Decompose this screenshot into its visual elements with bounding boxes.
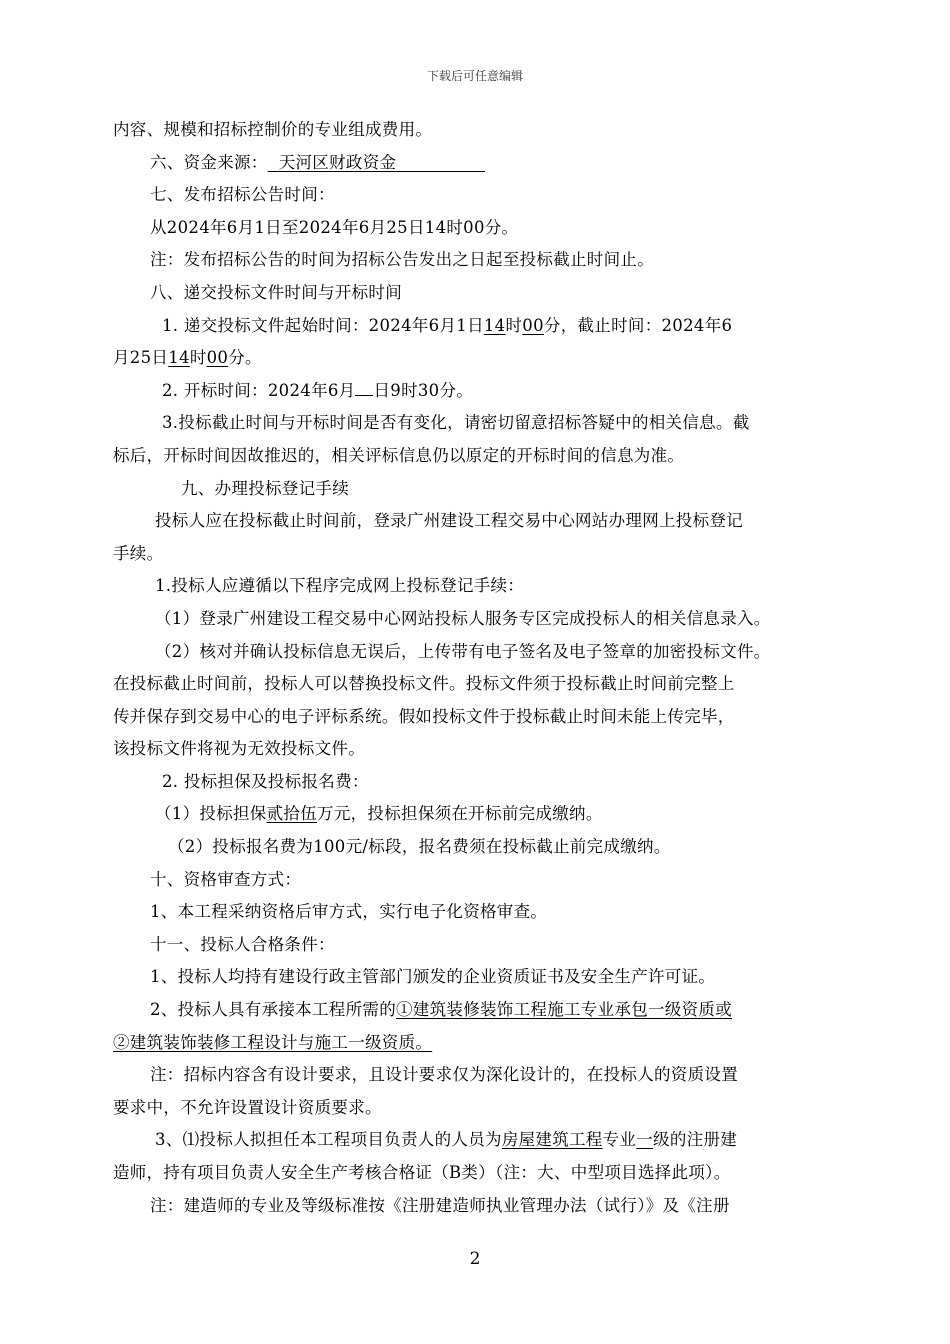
text-line: 要求中，不允许设置设计资质要求。 <box>113 1097 382 1117</box>
note-line: 注：发布招标公告的时间为招标公告发出之日起至投标截止时间止。 <box>150 250 654 270</box>
text-line: 2. 投标担保及投标报名费： <box>162 771 369 791</box>
text-line: 1、投标人均持有建设行政主管部门颁发的企业资质证书及安全生产许可证。 <box>150 967 716 987</box>
text-line: （1）登录广州建设工程交易中心网站投标人服务专区完成投标人的相关信息录入。 <box>155 608 771 628</box>
text-line: 手续。 <box>113 543 164 563</box>
text-line: （2）核对并确认投标信息无误后，上传带有电子签名及电子签章的加密投标文件。 <box>155 641 771 661</box>
section-heading: 九、办理投标登记手续 <box>181 478 349 498</box>
note-line: 注：建造师的专业及等级标准按《注册建造师执业管理办法（试行）》及《注册 <box>150 1195 730 1215</box>
text-line: 1、本工程采纳资格后审方式，实行电子化资格审查。 <box>150 902 548 922</box>
bid-guarantee-amount: 贰拾伍 <box>266 804 318 824</box>
page-number: 2 <box>469 1249 481 1269</box>
text-line: 从2024年6月1日至2024年6月25日14时00分。 <box>150 217 519 237</box>
qualification-requirement: ①建筑装修装饰工程施工专业承包一级资质或 <box>396 1000 732 1020</box>
text-line <box>113 1027 837 1060</box>
text-line: （1）投标担保贰拾伍万元，投标担保须在开标前完成缴纳。 <box>155 804 603 824</box>
section-heading: 十一、投标人合格条件： <box>150 934 335 954</box>
text-line: 2. 开标时间：2024年6月 日9时30分。 <box>113 375 837 408</box>
text-line: 在投标截止时间前，投标人可以替换投标文件。投标文件须于投标截止时间前完整上 <box>113 674 735 694</box>
note-line: 注：招标内容含有设计要求，且设计要求仅为深化设计的，在投标人的资质设置 <box>150 1065 738 1085</box>
text-line: 标后，开标时间因故推迟的，相关评标信息仍以原定的开标时间的信息为准。 <box>113 445 685 465</box>
text-line: 投标人应在投标截止时间前，登录广州建设工程交易中心网站办理网上投标登记 <box>155 511 743 531</box>
text-line: 1.投标人应遵循以下程序完成网上投标登记手续： <box>155 576 525 596</box>
section-heading: 十、资格审查方式： <box>150 869 302 889</box>
text-line: 3、⑴投标人拟担任本工程项目负责人的人员为房屋建筑工程专业一级的注册建 <box>155 1130 738 1150</box>
header-download-note: 下载后可任意编辑 <box>426 69 523 83</box>
text-line: 1. 递交投标文件起始时间：2024年6月1日14时00分，截止时间：2024年6 <box>162 315 733 335</box>
text-line: 造师，持有项目负责人安全生产考核合格证（B类）（注：大、中型项目选择此项）。 <box>113 1163 731 1182</box>
section-funding-source: 六、资金来源： 天河区财政资金 <box>113 147 837 180</box>
funding-source-value: 天河区财政资金 <box>278 152 397 172</box>
text-line: 传并保存到交易中心的电子评标系统。假如投标文件于投标截止时间未能上传完毕， <box>113 706 735 726</box>
text-line: 该投标文件将视为无效投标文件。 <box>113 739 365 759</box>
section-heading: 七、发布招标公告时间： <box>150 185 335 205</box>
text-line: 月25日14时00分。 <box>113 348 262 368</box>
text-line: （2）投标报名费为100元/标段，报名费须在投标截止前完成缴纳。 <box>168 837 671 857</box>
qualification-requirement: ②建筑装饰装修工程设计与施工一级资质。 <box>113 1032 433 1052</box>
document-body <box>113 114 837 1222</box>
text-line: 3.投标截止时间与开标时间是否有变化，请密切留意招标答疑中的相关信息。截 <box>162 413 750 433</box>
text-line: 2、投标人具有承接本工程所需的①建筑装修装饰工程施工专业承包一级资质或 <box>150 1000 732 1020</box>
section-heading: 八、递交投标文件时间与开标时间 <box>150 282 402 302</box>
text-line: 内容、规模和招标控制价的专业组成费用。 <box>113 120 433 139</box>
